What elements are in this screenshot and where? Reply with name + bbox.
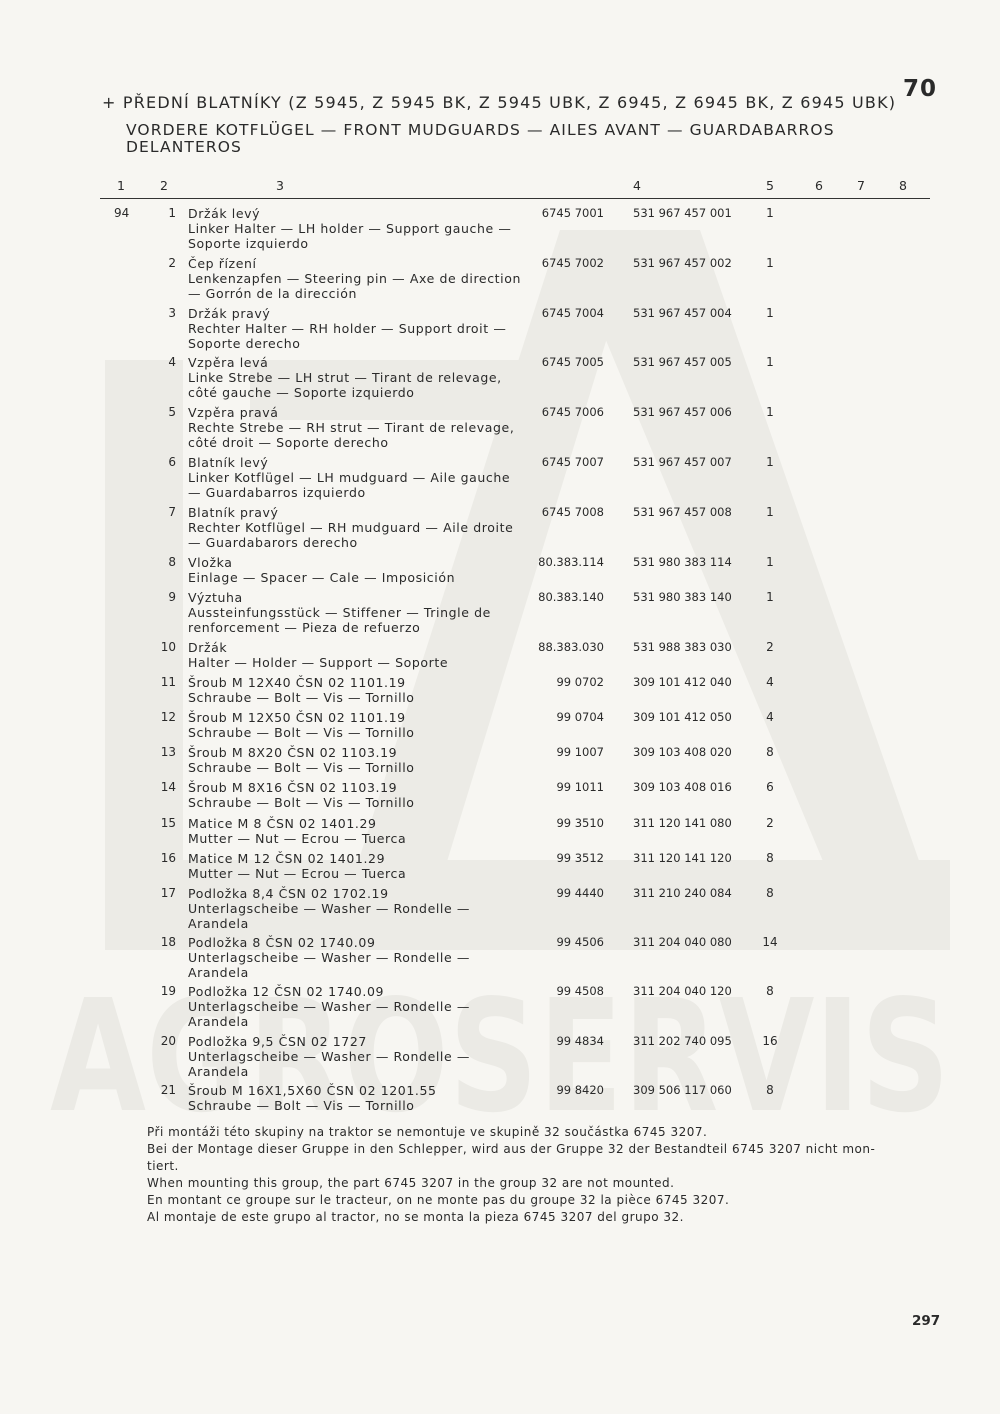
part-number: 99 3510 <box>556 816 604 830</box>
part-number: 99 4834 <box>556 1034 604 1048</box>
catalog-number: 309 103 408 020 <box>633 745 732 759</box>
part-number: 99 4506 <box>556 935 604 949</box>
part-number: 99 1007 <box>556 745 604 759</box>
part-translation: Arandela <box>188 1014 249 1029</box>
part-name: Matice M 8 ČSN 02 1401.29 <box>188 816 377 831</box>
quantity: 1 <box>766 355 774 369</box>
part-description <box>188 206 543 251</box>
part-name: Podložka 8 ČSN 02 1740.09 <box>188 935 376 950</box>
part-description <box>188 306 543 351</box>
part-description <box>188 590 543 635</box>
part-translation: Lenkenzapfen — Steering pin — Axe de direction <box>188 271 522 286</box>
part-name: Blatník levý <box>188 455 269 470</box>
catalog-number: 531 967 457 006 <box>633 405 732 419</box>
group-number: 70 <box>903 76 938 102</box>
part-description <box>188 256 543 301</box>
note-german: Bei der Montage dieser Gruppe in den Schlepper, wird aus der Gruppe 32 der Bestandteil 6745 3207 nicht mon- <box>147 1142 876 1156</box>
catalog-number: 531 967 457 001 <box>633 206 732 220</box>
part-translation: côté gauche — Soporte izquierdo <box>188 385 415 400</box>
column-header-1: 1 <box>117 178 125 193</box>
quantity: 1 <box>766 306 774 320</box>
quantity: 2 <box>766 816 774 830</box>
position-number: 7 <box>168 505 176 519</box>
quantity: 1 <box>766 455 774 469</box>
part-number: 6745 7002 <box>541 256 604 270</box>
part-name: Držák levý <box>188 206 261 221</box>
part-name: Šroub M 8X20 ČSN 02 1103.19 <box>188 745 398 760</box>
part-description <box>188 710 543 740</box>
quantity: 1 <box>766 555 774 569</box>
position-number: 18 <box>160 935 176 949</box>
part-translation: Schraube — Bolt — Vis — Tornillo <box>188 690 415 705</box>
part-translation: — Gorrón de la dirección <box>188 286 357 301</box>
catalog-number: 531 967 457 007 <box>633 455 732 469</box>
part-description <box>188 355 543 400</box>
quantity: 8 <box>766 1083 774 1097</box>
part-translation: Rechter Kotflügel — RH mudguard — Aile droite <box>188 520 514 535</box>
position-number: 8 <box>168 555 176 569</box>
watermark-text: AGROSERVIS <box>50 966 950 1147</box>
part-name: Vložka <box>188 555 233 570</box>
part-name: Blatník pravý <box>188 505 279 520</box>
catalog-number: 309 506 117 060 <box>633 1083 732 1097</box>
part-number: 88.383.030 <box>538 640 604 654</box>
part-translation: — Guardabarros izquierdo <box>188 485 366 500</box>
part-number: 99 0702 <box>556 675 604 689</box>
part-translation: Aussteinfungsstück — Stiffener — Tringle de <box>188 605 491 620</box>
part-translation: Linker Halter — LH holder — Support gauche — <box>188 221 512 236</box>
part-translation: Mutter — Nut — Ecrou — Tuerca <box>188 831 407 846</box>
part-name: Podložka 8,4 ČSN 02 1702.19 <box>188 886 389 901</box>
column-header-2: 2 <box>160 178 168 193</box>
part-translation: Rechter Halter — RH holder — Support droit — <box>188 321 507 336</box>
catalog-number: 309 103 408 016 <box>633 780 732 794</box>
position-number: 4 <box>168 355 176 369</box>
part-translation: Schraube — Bolt — Vis — Tornillo <box>188 725 415 740</box>
quantity: 8 <box>766 745 774 759</box>
part-translation: Linke Strebe — LH strut — Tirant de relevage, <box>188 370 502 385</box>
part-translation: Schraube — Bolt — Vis — Tornillo <box>188 760 415 775</box>
part-description <box>188 816 543 846</box>
position-number: 5 <box>168 405 176 419</box>
part-number: 99 8420 <box>556 1083 604 1097</box>
quantity: 1 <box>766 405 774 419</box>
quantity: 1 <box>766 256 774 270</box>
part-description <box>188 455 543 500</box>
part-name: Šroub M 16X1,5X60 ČSN 02 1201.55 <box>188 1083 437 1098</box>
catalog-number: 311 120 141 080 <box>633 816 732 830</box>
part-translation: Unterlagscheibe — Washer — Rondelle — <box>188 1049 470 1064</box>
column-header-5: 5 <box>766 178 774 193</box>
position-number: 13 <box>160 745 176 759</box>
page-number: 297 <box>912 1313 941 1329</box>
section-title-czech: + PŘEDNÍ BLATNÍKY (Z 5945, Z 5945 BK, Z 5945 UBK, Z 6945, Z 6945 BK, Z 6945 UBK) <box>102 93 897 112</box>
part-name: Vzpěra levá <box>188 355 269 370</box>
part-number: 99 3512 <box>556 851 604 865</box>
catalog-number: 531 967 457 005 <box>633 355 732 369</box>
part-description <box>188 745 543 775</box>
catalog-number: 311 120 141 120 <box>633 851 732 865</box>
part-number: 99 1011 <box>556 780 604 794</box>
part-translation: Linker Kotflügel — LH mudguard — Aile gauche <box>188 470 511 485</box>
quantity: 1 <box>766 206 774 220</box>
column-header-7: 7 <box>857 178 865 193</box>
part-description <box>188 1083 543 1113</box>
part-name: Držák <box>188 640 228 655</box>
part-name: Vzpěra pravá <box>188 405 279 420</box>
part-translation: Unterlagscheibe — Washer — Rondelle — <box>188 901 470 916</box>
part-translation: Arandela <box>188 965 249 980</box>
position-number: 1 <box>168 206 176 220</box>
part-translation: Rechte Strebe — RH strut — Tirant de relevage, <box>188 420 515 435</box>
column-header-6: 6 <box>815 178 823 193</box>
position-number: 15 <box>160 816 176 830</box>
note-french: En montant ce groupe sur le tracteur, on ne monte pas du groupe 32 la pièce 6745 3207. <box>147 1193 730 1207</box>
part-name: Matice M 12 ČSN 02 1401.29 <box>188 851 386 866</box>
part-description <box>188 886 543 931</box>
part-description <box>188 555 543 585</box>
position-number: 11 <box>160 675 176 689</box>
position-number: 10 <box>160 640 176 654</box>
part-description <box>188 851 543 881</box>
part-number: 80.383.140 <box>538 590 604 604</box>
part-description <box>188 675 543 705</box>
part-number: 6745 7007 <box>541 455 604 469</box>
position-number: 17 <box>160 886 176 900</box>
column-header-8: 8 <box>899 178 907 193</box>
catalog-number: 531 967 457 004 <box>633 306 732 320</box>
part-number: 6745 7008 <box>541 505 604 519</box>
catalog-number: 531 980 383 140 <box>633 590 732 604</box>
part-name: Šroub M 8X16 ČSN 02 1103.19 <box>188 780 398 795</box>
catalog-number: 531 980 383 114 <box>633 555 732 569</box>
quantity: 8 <box>766 984 774 998</box>
quantity: 1 <box>766 590 774 604</box>
part-number: 6745 7001 <box>541 206 604 220</box>
position-number: 20 <box>160 1034 176 1048</box>
quantity: 14 <box>762 935 778 949</box>
column-header-3: 3 <box>276 178 284 193</box>
part-number: 80.383.114 <box>538 555 604 569</box>
assembly-notes <box>147 1124 947 1226</box>
catalog-number: 531 967 457 002 <box>633 256 732 270</box>
position-number: 3 <box>168 306 176 320</box>
part-number: 99 0704 <box>556 710 604 724</box>
section-title-multilingual: VORDERE KOTFLÜGEL — FRONT MUDGUARDS — AILES AVANT — GUARDABARROS DELANTEROS <box>126 121 835 156</box>
catalog-number: 311 204 040 080 <box>633 935 732 949</box>
part-description <box>188 405 543 450</box>
part-name: Šroub M 12X50 ČSN 02 1101.19 <box>188 710 406 725</box>
position-number: 12 <box>160 710 176 724</box>
part-translation: Unterlagscheibe — Washer — Rondelle — <box>188 999 470 1014</box>
part-name: Podložka 12 ČSN 02 1740.09 <box>188 984 385 999</box>
position-number: 14 <box>160 780 176 794</box>
note-czech: Při montáži této skupiny na traktor se nemontuje ve skupině 32 součástka 6745 3207. <box>147 1125 708 1139</box>
part-translation: Mutter — Nut — Ecrou — Tuerca <box>188 866 407 881</box>
part-number: 6745 7006 <box>541 405 604 419</box>
part-name: Podložka 9,5 ČSN 02 1727 <box>188 1034 367 1049</box>
note-spanish: Al montaje de este grupo al tractor, no se monta la pieza 6745 3207 del grupo 32. <box>147 1210 684 1224</box>
part-description <box>188 935 543 980</box>
catalog-number: 531 967 457 008 <box>633 505 732 519</box>
catalog-number: 311 202 740 095 <box>633 1034 732 1048</box>
catalog-number: 309 101 412 050 <box>633 710 732 724</box>
quantity: 6 <box>766 780 774 794</box>
quantity: 2 <box>766 640 774 654</box>
part-number: 6745 7005 <box>541 355 604 369</box>
part-translation: Arandela <box>188 1064 249 1079</box>
part-translation: Halter — Holder — Support — Soporte <box>188 655 449 670</box>
part-translation: Soporte derecho <box>188 336 301 351</box>
part-number: 99 4440 <box>556 886 604 900</box>
part-translation: Soporte izquierdo <box>188 236 309 251</box>
quantity: 8 <box>766 886 774 900</box>
catalog-number: 309 101 412 040 <box>633 675 732 689</box>
part-name: Držák pravý <box>188 306 271 321</box>
quantity: 4 <box>766 675 774 689</box>
position-number: 19 <box>160 984 176 998</box>
position-number: 16 <box>160 851 176 865</box>
part-description <box>188 640 543 670</box>
part-translation: Schraube — Bolt — Vis — Tornillo <box>188 795 415 810</box>
part-number: 6745 7004 <box>541 306 604 320</box>
note-german-cont: tiert. <box>147 1159 179 1173</box>
position-number: 6 <box>168 455 176 469</box>
part-translation: Einlage — Spacer — Cale — Imposición <box>188 570 456 585</box>
catalog-number: 311 210 240 084 <box>633 886 732 900</box>
part-name: Výztuha <box>188 590 243 605</box>
position-number: 9 <box>168 590 176 604</box>
part-translation: renforcement — Pieza de refuerzo <box>188 620 421 635</box>
part-translation: Unterlagscheibe — Washer — Rondelle — <box>188 950 470 965</box>
position-number: 2 <box>168 256 176 270</box>
part-description <box>188 505 543 550</box>
column-header-4: 4 <box>633 178 641 193</box>
part-description <box>188 984 543 1029</box>
part-name: Šroub M 12X40 ČSN 02 1101.19 <box>188 675 406 690</box>
catalog-number: 311 204 040 120 <box>633 984 732 998</box>
part-description <box>188 780 543 810</box>
part-name: Čep řízení <box>188 256 257 271</box>
part-number: 99 4508 <box>556 984 604 998</box>
note-english: When mounting this group, the part 6745 3207 in the group 32 are not mounted. <box>147 1176 675 1190</box>
position-number: 21 <box>160 1083 176 1097</box>
group-number-cell: 94 <box>114 206 130 220</box>
catalog-number: 531 988 383 030 <box>633 640 732 654</box>
part-description <box>188 1034 543 1079</box>
part-translation: côté droit — Soporte derecho <box>188 435 389 450</box>
part-translation: Arandela <box>188 916 249 931</box>
quantity: 1 <box>766 505 774 519</box>
part-translation: Schraube — Bolt — Vis — Tornillo <box>188 1098 415 1113</box>
quantity: 16 <box>762 1034 778 1048</box>
quantity: 4 <box>766 710 774 724</box>
quantity: 8 <box>766 851 774 865</box>
part-translation: — Guardabarors derecho <box>188 535 358 550</box>
